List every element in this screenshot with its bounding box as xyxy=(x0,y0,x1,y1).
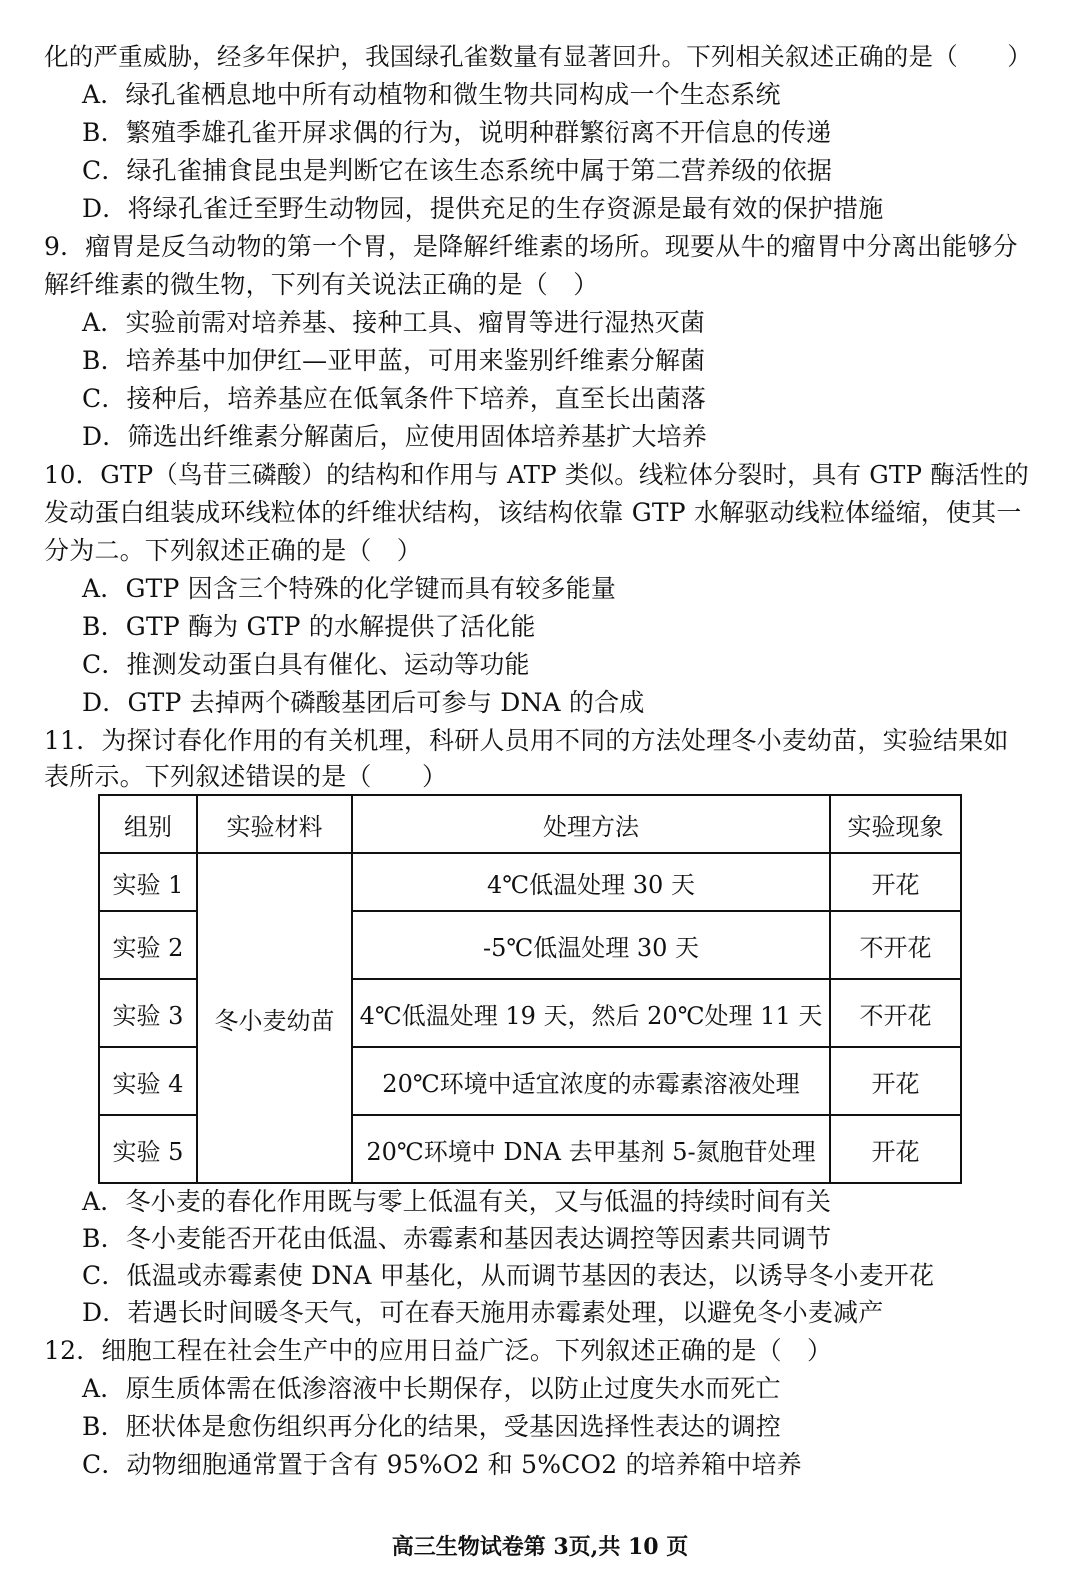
q12-stem: 12．细胞工程在社会生产中的应用日益广泛。下列叙述正确的是（ ） xyxy=(44,1336,833,1365)
q8-answer-paren: （ ） xyxy=(933,42,1033,71)
page-footer: 高三生物试卷第 3页,共 10 页 xyxy=(391,1534,689,1560)
header-material: 实验材料 xyxy=(197,795,352,853)
cell-result: 不开花 xyxy=(830,911,961,979)
cell-group: 实验 3 xyxy=(99,979,197,1047)
cell-result: 开花 xyxy=(830,1115,961,1183)
cell-group: 实验 2 xyxy=(99,911,197,979)
q8-option-a: A．绿孔雀栖息地中所有动植物和微生物共同构成一个生态系统 xyxy=(82,80,781,109)
q11-stem-line-1: 11．为探讨春化作用的有关机理，科研人员用不同的方法处理冬小麦幼苗，实验结果如 xyxy=(44,726,1009,755)
q9-option-c: C．接种后，培养基应在低氧条件下培养，直至长出菌落 xyxy=(82,384,707,413)
cell-result: 开花 xyxy=(830,1047,961,1115)
cell-group: 实验 4 xyxy=(99,1047,197,1115)
cell-method: 4℃低温处理 30 天 xyxy=(352,853,830,911)
q11-option-b: B．冬小麦能否开花由低温、赤霉素和基因表达调控等因素共同调节 xyxy=(82,1224,832,1253)
cell-method: 4℃低温处理 19 天，然后 20℃处理 11 天 xyxy=(352,979,830,1047)
q10-stem-line-2: 发动蛋白组装成环线粒体的纤维状结构，该结构依靠 GTP 水解驱动线粒体缢缩，使其一 xyxy=(44,498,1022,527)
cell-method: 20℃环境中适宜浓度的赤霉素溶液处理 xyxy=(352,1047,830,1115)
q10-stem-line-3: 分为二。下列叙述正确的是（ ） xyxy=(44,536,423,565)
q8-stem-line xyxy=(44,38,1040,76)
q10-option-b: B．GTP 酶为 GTP 的水解提供了活化能 xyxy=(82,612,536,641)
q11-stem-line-2: 表所示。下列叙述错误的是（ ） xyxy=(44,762,448,791)
q8-option-d: D．将绿孔雀迁至野生动物园，提供充足的生存资源是最有效的保护措施 xyxy=(82,194,884,223)
q12-option-b: B．胚状体是愈伤组织再分化的结果，受基因选择性表达的调控 xyxy=(82,1412,781,1441)
experiment-table xyxy=(98,794,962,1184)
q11-option-a: A．冬小麦的春化作用既与零上低温有关，又与低温的持续时间有关 xyxy=(82,1187,832,1216)
q12-option-a: A．原生质体需在低渗溶液中长期保存，以防止过度失水而死亡 xyxy=(82,1374,781,1403)
table-row xyxy=(99,853,961,911)
q10-option-a: A．GTP 因含三个特殊的化学键而具有较多能量 xyxy=(82,574,617,603)
q10-stem-line-1: 10．GTP（鸟苷三磷酸）的结构和作用与 ATP 类似。线粒体分裂时，具有 GTP 酶活性的 xyxy=(44,460,1029,489)
q9-stem-line-2: 解纤维素的微生物，下列有关说法正确的是（ ） xyxy=(44,270,599,299)
cell-result: 不开花 xyxy=(830,979,961,1047)
header-result: 实验现象 xyxy=(830,795,961,853)
header-group: 组别 xyxy=(99,795,197,853)
q9-option-a: A．实验前需对培养基、接种工具、瘤胃等进行湿热灭菌 xyxy=(82,308,706,337)
cell-method: 20℃环境中 DNA 去甲基剂 5-氮胞苷处理 xyxy=(352,1115,830,1183)
q10-option-c: C．推测发动蛋白具有催化、运动等功能 xyxy=(82,650,530,679)
header-method: 处理方法 xyxy=(352,795,830,853)
q9-option-b: B．培养基中加伊红—亚甲蓝，可用来鉴别纤维素分解菌 xyxy=(82,346,706,375)
q12-option-c: C．动物细胞通常置于含有 95%O2 和 5%CO2 的培养箱中培养 xyxy=(82,1450,802,1479)
cell-material: 冬小麦幼苗 xyxy=(197,853,352,1183)
table-header-row xyxy=(99,795,961,853)
cell-group: 实验 5 xyxy=(99,1115,197,1183)
cell-result: 开花 xyxy=(830,853,961,911)
cell-method: -5℃低温处理 30 天 xyxy=(352,911,830,979)
q8-stem-text: 化的严重威胁，经多年保护，我国绿孔雀数量有显著回升。下列相关叙述正确的是 xyxy=(44,42,934,71)
q11-option-d: D．若遇长时间暖冬天气，可在春天施用赤霉素处理，以避免冬小麦减产 xyxy=(82,1298,884,1327)
q9-stem-line-1: 9．瘤胃是反刍动物的第一个胃，是降解纤维素的场所。现要从牛的瘤胃中分离出能够分 xyxy=(44,232,1018,261)
cell-group: 实验 1 xyxy=(99,853,197,911)
q10-option-d: D．GTP 去掉两个磷酸基团后可参与 DNA 的合成 xyxy=(82,688,645,717)
q8-option-b: B．繁殖季雄孔雀开屏求偶的行为，说明种群繁衍离不开信息的传递 xyxy=(82,118,832,147)
q11-option-c: C．低温或赤霉素使 DNA 甲基化，从而调节基因的表达，以诱导冬小麦开花 xyxy=(82,1261,935,1290)
q9-option-d: D．筛选出纤维素分解菌后，应使用固体培养基扩大培养 xyxy=(82,422,708,451)
q8-option-c: C．绿孔雀捕食昆虫是判断它在该生态系统中属于第二营养级的依据 xyxy=(82,156,833,185)
